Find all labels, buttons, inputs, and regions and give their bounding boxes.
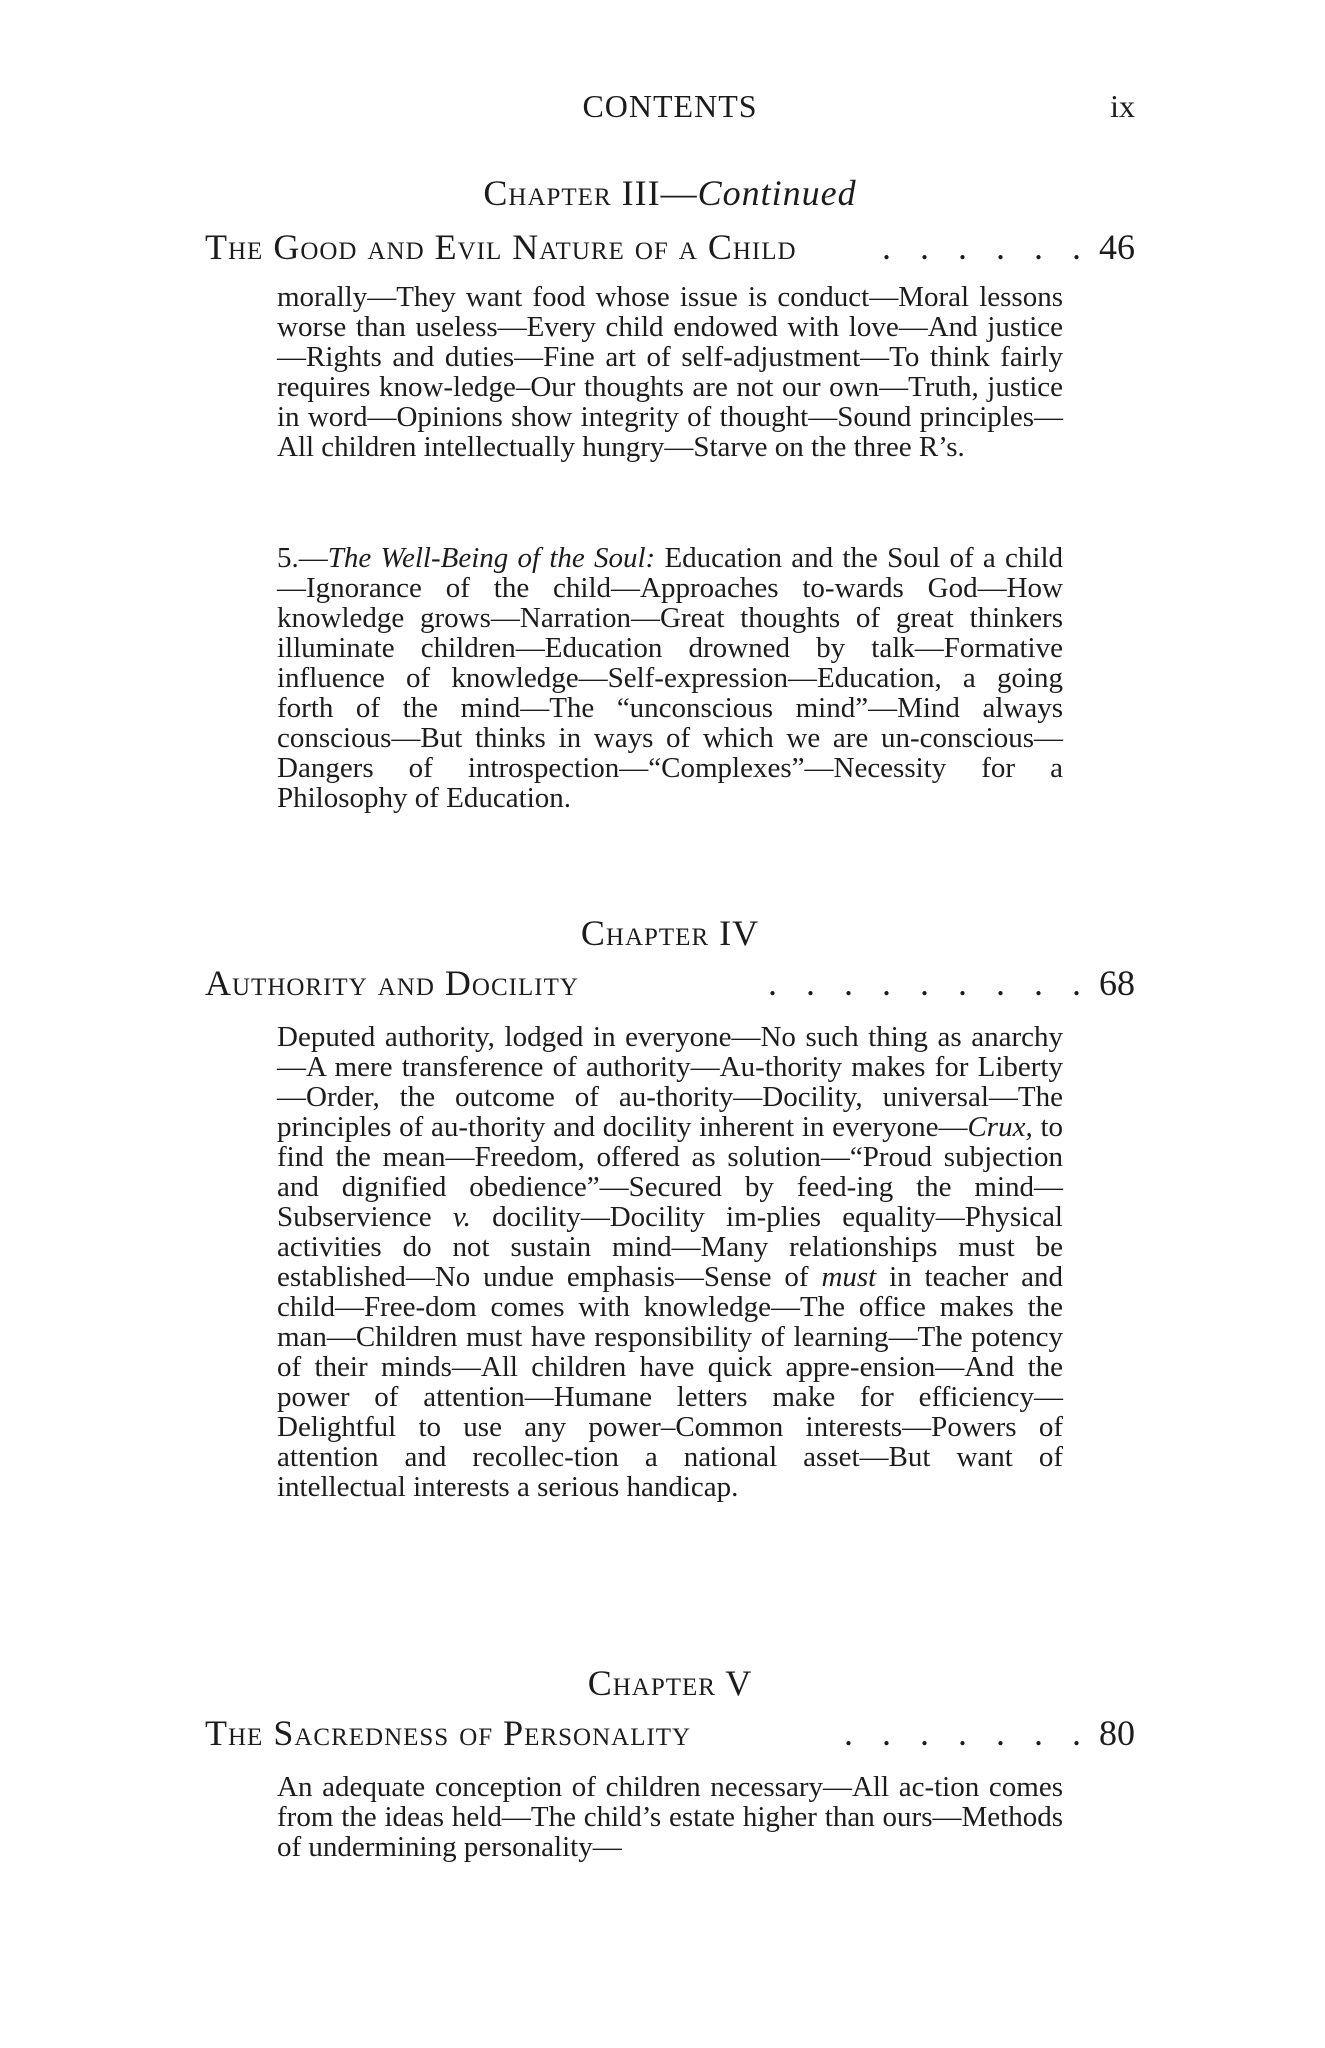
toc-leader-dots: . . . . . . <box>882 227 1091 267</box>
section-number: 5.— <box>277 542 328 574</box>
toc-entry-title: The Sacredness of Personality <box>205 1713 692 1753</box>
chapter-heading-5: Chapter V <box>587 1663 753 1703</box>
chapter-heading-4: Chapter IV <box>580 913 760 953</box>
toc-entry-title: The Good and Evil Nature of a Child <box>205 227 797 267</box>
section-title: The Well-Being of the Soul: <box>327 542 656 574</box>
versus-abbr: v. <box>452 1201 471 1233</box>
chapter-heading-continued: Continued <box>697 173 857 213</box>
toc-entry-chapter-5 <box>205 1712 1135 1758</box>
toc-entry-title: Authority and Docility <box>205 963 579 1003</box>
summary-text: to find the mean—Freedom, offered as solution—“Proud subjection and dignified obedience”—Secured by feed-ing the mind—Subservience <box>277 1111 1063 1233</box>
toc-leader-dots: . . . . . . . . . <box>768 963 1091 1003</box>
toc-entry-page: 80 <box>1099 1713 1135 1753</box>
chapter-4-summary-paragraph <box>277 1022 1063 1502</box>
chapter-heading-3 <box>205 172 1135 214</box>
chapter-heading-text: Chapter III— <box>483 173 698 213</box>
chapter-3-summary-paragraph: morally—They want food whose issue is conduct—Moral lessons worse than useless—Every child endowed with love—And justice—Rights and duties—Fine art of self-adjustment—To think fairly requires know-ledge–Our thoughts are not our own—Truth, justice in word—Opinions show integrity of thought—Sound principles—All children intellectually hungry—Starve on the three R’s. <box>277 281 1063 463</box>
must-term: must <box>821 1261 877 1293</box>
chapter-3-section-5-paragraph <box>277 543 1063 813</box>
crux-term: Crux, <box>967 1111 1033 1143</box>
toc-leader-dots: . . . . . . . <box>844 1713 1091 1753</box>
summary-text: Deputed authority, lodged in everyone—No such thing as anarchy—A mere transference of authority—Au-thority makes for Liberty—Order, the outcome of au-thority—Docility, universal—The principles of au-thority and docility inherent in everyone— <box>277 1021 1063 1143</box>
summary-text: docility—Docility im-plies equality—Physical activities do not sustain mind—Many relationships must be established—No undue emphasis—Sense of <box>277 1201 1063 1293</box>
toc-entry-page: 46 <box>1099 227 1135 267</box>
section-summary: Education and the Soul of a child—Ignorance of the child—Approaches to-wards God—How knowledge grows—Narration—Great thoughts of great thinkers illuminate children—Education drowned by talk—Formative influence of knowledge—Self-expression—Education, a going forth of the mind—The “unconscious mind”—Mind always conscious—But thinks in ways of which we are un-conscious—Dangers of introspection—“Complexes”—Necessity for a Philosophy of Education. <box>277 542 1064 814</box>
page-number: ix <box>1110 88 1135 124</box>
toc-entry-chapter-3 <box>205 226 1135 272</box>
chapter-5-summary-paragraph: An adequate conception of children necessary—All ac-tion comes from the ideas held—The child’s estate higher than ours—Methods of undermining personality— <box>277 1771 1063 1863</box>
page-title: CONTENTS <box>582 88 758 124</box>
summary-text: in teacher and child—Free-dom comes with knowledge—The office makes the man—Children must have responsibility of learning—The potency of their minds—All children have quick appre-ension—And the power of attention—Humane letters make for efficiency—Delightful to use any power–Common interests—Powers of attention and recollec-tion a national asset—But want of intellectual interests a serious handicap. <box>277 1261 1063 1503</box>
toc-entry-page: 68 <box>1099 963 1135 1003</box>
toc-entry-chapter-4 <box>205 962 1135 1008</box>
running-header <box>205 88 1135 128</box>
